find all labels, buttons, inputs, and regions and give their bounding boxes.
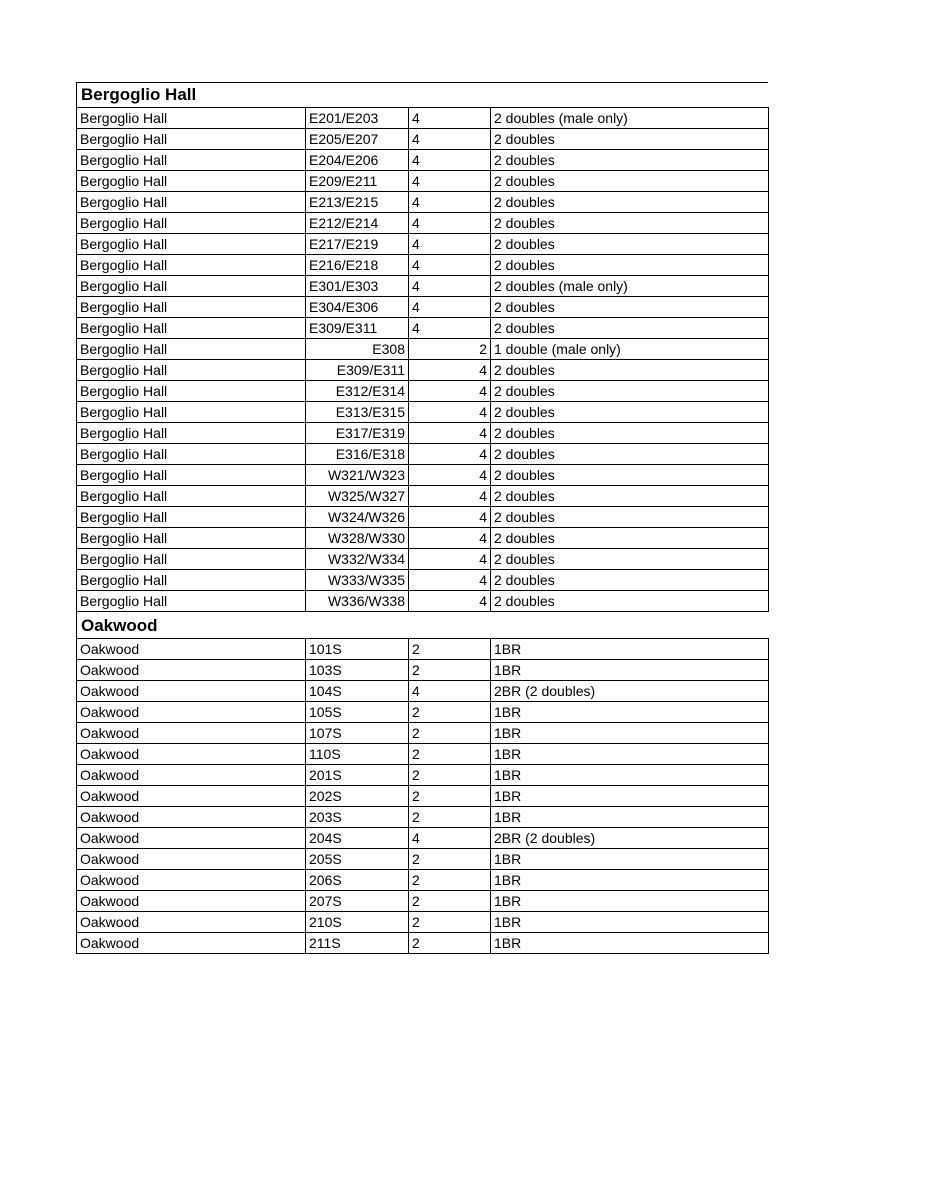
hall-cell: Oakwood (77, 912, 306, 933)
room-cell: E313/E315 (306, 402, 409, 423)
hall-cell: Oakwood (77, 807, 306, 828)
table-row (77, 423, 769, 444)
capacity-cell: 4 (409, 129, 491, 150)
description-cell: 2 doubles (491, 297, 769, 318)
table-row (77, 891, 769, 912)
room-cell: 202S (306, 786, 409, 807)
room-cell: W324/W326 (306, 507, 409, 528)
capacity-cell: 4 (409, 276, 491, 297)
description-cell: 2 doubles (491, 528, 769, 549)
capacity-cell: 4 (409, 150, 491, 171)
capacity-cell: 2 (409, 660, 491, 681)
table-row (77, 681, 769, 702)
oakwood-table (76, 638, 769, 954)
hall-cell: Bergoglio Hall (77, 402, 306, 423)
capacity-cell: 4 (409, 318, 491, 339)
table-row (77, 255, 769, 276)
description-cell: 1BR (491, 912, 769, 933)
table-row (77, 702, 769, 723)
hall-cell: Bergoglio Hall (77, 213, 306, 234)
table-row (77, 723, 769, 744)
capacity-cell: 4 (409, 591, 491, 612)
table-row (77, 912, 769, 933)
room-cell: 207S (306, 891, 409, 912)
description-cell: 2 doubles (491, 129, 769, 150)
hall-cell: Bergoglio Hall (77, 297, 306, 318)
table-row (77, 360, 769, 381)
capacity-cell: 2 (409, 807, 491, 828)
description-cell: 1BR (491, 723, 769, 744)
room-cell: W325/W327 (306, 486, 409, 507)
description-cell: 2 doubles (491, 402, 769, 423)
hall-cell: Oakwood (77, 765, 306, 786)
capacity-cell: 4 (409, 486, 491, 507)
description-cell: 2 doubles (491, 192, 769, 213)
description-cell: 2 doubles (male only) (491, 108, 769, 129)
description-cell: 2 doubles (491, 234, 769, 255)
description-cell: 2 doubles (491, 570, 769, 591)
room-cell: W332/W334 (306, 549, 409, 570)
hall-cell: Oakwood (77, 681, 306, 702)
room-cell: 201S (306, 765, 409, 786)
room-cell: E213/E215 (306, 192, 409, 213)
description-cell: 2 doubles (491, 423, 769, 444)
table-row (77, 570, 769, 591)
room-cell: E308 (306, 339, 409, 360)
table-row (77, 339, 769, 360)
hall-cell: Bergoglio Hall (77, 549, 306, 570)
hall-cell: Bergoglio Hall (77, 192, 306, 213)
description-cell: 2BR (2 doubles) (491, 828, 769, 849)
oakwood-table-body (77, 639, 769, 954)
table-row (77, 786, 769, 807)
hall-cell: Bergoglio Hall (77, 318, 306, 339)
description-cell: 2 doubles (491, 507, 769, 528)
hall-cell: Bergoglio Hall (77, 381, 306, 402)
table-row (77, 591, 769, 612)
hall-cell: Bergoglio Hall (77, 171, 306, 192)
capacity-cell: 2 (409, 912, 491, 933)
capacity-cell: 4 (409, 255, 491, 276)
description-cell: 2BR (2 doubles) (491, 681, 769, 702)
room-cell: 204S (306, 828, 409, 849)
table-row (77, 234, 769, 255)
table-row (77, 639, 769, 660)
table-row (77, 381, 769, 402)
table-row (77, 108, 769, 129)
room-cell: 203S (306, 807, 409, 828)
room-cell: E301/E303 (306, 276, 409, 297)
capacity-cell: 4 (409, 234, 491, 255)
capacity-cell: 4 (409, 171, 491, 192)
capacity-cell: 4 (409, 108, 491, 129)
hall-cell: Bergoglio Hall (77, 465, 306, 486)
capacity-cell: 4 (409, 528, 491, 549)
table-row (77, 828, 769, 849)
capacity-cell: 4 (409, 423, 491, 444)
description-cell: 2 doubles (491, 381, 769, 402)
room-cell: E205/E207 (306, 129, 409, 150)
capacity-cell: 4 (409, 444, 491, 465)
room-cell: 110S (306, 744, 409, 765)
hall-cell: Bergoglio Hall (77, 150, 306, 171)
room-cell: W321/W323 (306, 465, 409, 486)
description-cell: 2 doubles (491, 171, 769, 192)
description-cell: 2 doubles (491, 465, 769, 486)
room-cell: W328/W330 (306, 528, 409, 549)
table-row (77, 318, 769, 339)
room-cell: 103S (306, 660, 409, 681)
room-cell: W336/W338 (306, 591, 409, 612)
description-cell: 2 doubles (491, 318, 769, 339)
hall-cell: Oakwood (77, 786, 306, 807)
hall-cell: Oakwood (77, 660, 306, 681)
description-cell: 2 doubles (491, 591, 769, 612)
hall-cell: Bergoglio Hall (77, 276, 306, 297)
capacity-cell: 4 (409, 297, 491, 318)
hall-cell: Oakwood (77, 639, 306, 660)
room-cell: 206S (306, 870, 409, 891)
table-row (77, 549, 769, 570)
capacity-cell: 2 (409, 744, 491, 765)
section-header-bergoglio (76, 82, 768, 107)
section-header-oakwood (76, 612, 768, 638)
description-cell: 1BR (491, 660, 769, 681)
description-cell: 2 doubles (491, 360, 769, 381)
capacity-cell: 4 (409, 360, 491, 381)
capacity-cell: 4 (409, 465, 491, 486)
capacity-cell: 4 (409, 381, 491, 402)
description-cell: 1BR (491, 807, 769, 828)
room-cell: 210S (306, 912, 409, 933)
description-cell: 2 doubles (491, 444, 769, 465)
table-row (77, 465, 769, 486)
table-row (77, 297, 769, 318)
capacity-cell: 4 (409, 192, 491, 213)
table-row (77, 849, 769, 870)
table-row (77, 807, 769, 828)
section-title: Oakwood (81, 616, 158, 635)
room-cell: E309/E311 (306, 318, 409, 339)
hall-cell: Oakwood (77, 933, 306, 954)
table-row (77, 660, 769, 681)
description-cell: 1BR (491, 849, 769, 870)
table-row (77, 507, 769, 528)
room-cell: E212/E214 (306, 213, 409, 234)
hall-cell: Oakwood (77, 870, 306, 891)
hall-cell: Bergoglio Hall (77, 528, 306, 549)
room-cell: E204/E206 (306, 150, 409, 171)
hall-cell: Bergoglio Hall (77, 423, 306, 444)
hall-cell: Bergoglio Hall (77, 108, 306, 129)
description-cell: 1BR (491, 702, 769, 723)
table-row (77, 528, 769, 549)
room-cell: E217/E219 (306, 234, 409, 255)
room-cell: E304/E306 (306, 297, 409, 318)
description-cell: 1BR (491, 765, 769, 786)
bergoglio-table (76, 107, 769, 612)
capacity-cell: 2 (409, 933, 491, 954)
description-cell: 1 double (male only) (491, 339, 769, 360)
description-cell: 2 doubles (491, 150, 769, 171)
capacity-cell: 4 (409, 507, 491, 528)
hall-cell: Oakwood (77, 828, 306, 849)
bergoglio-table-body (77, 108, 769, 612)
room-cell: 101S (306, 639, 409, 660)
capacity-cell: 2 (409, 765, 491, 786)
description-cell: 1BR (491, 891, 769, 912)
hall-cell: Bergoglio Hall (77, 444, 306, 465)
table-row (77, 744, 769, 765)
room-cell: 205S (306, 849, 409, 870)
table-row (77, 444, 769, 465)
capacity-cell: 2 (409, 786, 491, 807)
capacity-cell: 4 (409, 213, 491, 234)
table-row (77, 129, 769, 150)
table-row (77, 870, 769, 891)
hall-cell: Oakwood (77, 744, 306, 765)
hall-cell: Bergoglio Hall (77, 255, 306, 276)
table-row (77, 486, 769, 507)
description-cell: 2 doubles (491, 486, 769, 507)
table-row (77, 150, 769, 171)
capacity-cell: 2 (409, 639, 491, 660)
description-cell: 2 doubles (male only) (491, 276, 769, 297)
hall-cell: Bergoglio Hall (77, 339, 306, 360)
table-row (77, 933, 769, 954)
description-cell: 1BR (491, 639, 769, 660)
capacity-cell: 4 (409, 828, 491, 849)
capacity-cell: 2 (409, 723, 491, 744)
capacity-cell: 2 (409, 702, 491, 723)
hall-cell: Oakwood (77, 891, 306, 912)
room-cell: E201/E203 (306, 108, 409, 129)
table-row (77, 171, 769, 192)
room-cell: W333/W335 (306, 570, 409, 591)
capacity-cell: 4 (409, 402, 491, 423)
table-row (77, 213, 769, 234)
description-cell: 1BR (491, 933, 769, 954)
capacity-cell: 4 (409, 549, 491, 570)
table-row (77, 765, 769, 786)
hall-cell: Bergoglio Hall (77, 360, 306, 381)
hall-cell: Bergoglio Hall (77, 570, 306, 591)
hall-cell: Bergoglio Hall (77, 507, 306, 528)
table-row (77, 402, 769, 423)
hall-cell: Bergoglio Hall (77, 234, 306, 255)
room-cell: E317/E319 (306, 423, 409, 444)
description-cell: 1BR (491, 870, 769, 891)
section-title: Bergoglio Hall (81, 85, 197, 104)
capacity-cell: 4 (409, 681, 491, 702)
hall-cell: Bergoglio Hall (77, 129, 306, 150)
description-cell: 2 doubles (491, 549, 769, 570)
description-cell: 1BR (491, 786, 769, 807)
hall-cell: Oakwood (77, 723, 306, 744)
hall-cell: Oakwood (77, 849, 306, 870)
description-cell: 1BR (491, 744, 769, 765)
room-cell: E316/E318 (306, 444, 409, 465)
room-cell: 105S (306, 702, 409, 723)
hall-cell: Bergoglio Hall (77, 591, 306, 612)
hall-cell: Oakwood (77, 702, 306, 723)
room-cell: E209/E211 (306, 171, 409, 192)
capacity-cell: 2 (409, 339, 491, 360)
room-cell: 104S (306, 681, 409, 702)
room-listing-sheet (76, 82, 768, 954)
hall-cell: Bergoglio Hall (77, 486, 306, 507)
capacity-cell: 4 (409, 570, 491, 591)
description-cell: 2 doubles (491, 213, 769, 234)
room-cell: 107S (306, 723, 409, 744)
capacity-cell: 2 (409, 891, 491, 912)
room-cell: E216/E218 (306, 255, 409, 276)
table-row (77, 276, 769, 297)
table-row (77, 192, 769, 213)
capacity-cell: 2 (409, 849, 491, 870)
capacity-cell: 2 (409, 870, 491, 891)
room-cell: E309/E311 (306, 360, 409, 381)
description-cell: 2 doubles (491, 255, 769, 276)
room-cell: 211S (306, 933, 409, 954)
room-cell: E312/E314 (306, 381, 409, 402)
